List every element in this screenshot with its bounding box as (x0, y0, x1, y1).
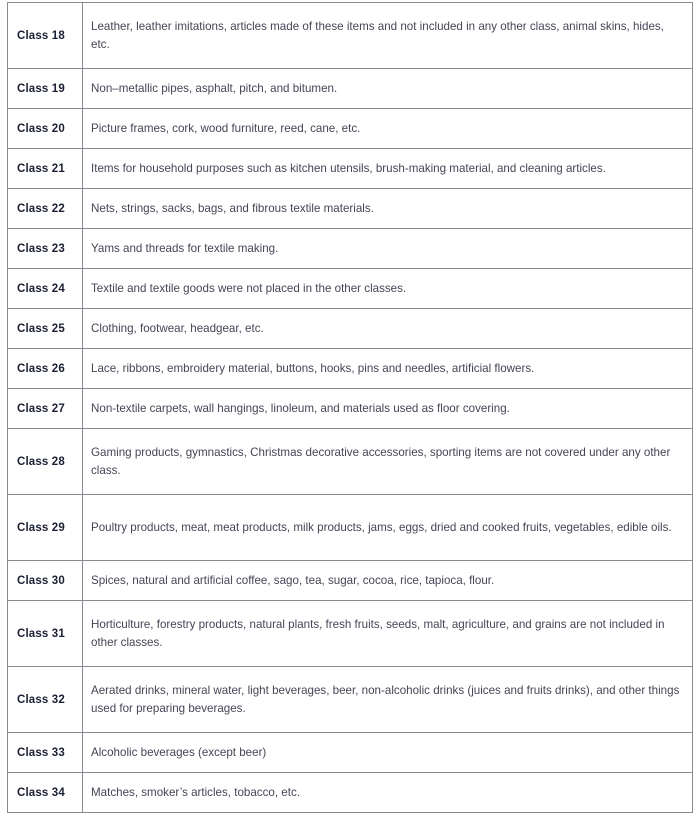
table-row (8, 229, 693, 269)
table-row (8, 495, 693, 561)
class-label-cell: Class 19 (8, 69, 83, 109)
class-label-cell: Class 21 (8, 149, 83, 189)
class-description-cell: Clothing, footwear, headgear, etc. (83, 309, 693, 349)
table-row (8, 309, 693, 349)
class-label-cell: Class 30 (8, 561, 83, 601)
table-row (8, 149, 693, 189)
class-description-cell: Nets, strings, sacks, bags, and fibrous textile materials. (83, 189, 693, 229)
table-row (8, 3, 693, 69)
table-row (8, 733, 693, 773)
table-row (8, 189, 693, 229)
class-label-cell: Class 23 (8, 229, 83, 269)
class-description-cell: Horticulture, forestry products, natural plants, fresh fruits, seeds, malt, agriculture, and grains are not included in other classes. (83, 601, 693, 667)
class-label-cell: Class 28 (8, 429, 83, 495)
table-row (8, 667, 693, 733)
class-label-cell: Class 24 (8, 269, 83, 309)
class-description-cell: Alcoholic beverages (except beer) (83, 733, 693, 773)
class-label-cell: Class 27 (8, 389, 83, 429)
class-description-cell: Yams and threads for textile making. (83, 229, 693, 269)
table-row (8, 349, 693, 389)
class-description-cell: Leather, leather imitations, articles made of these items and not included in any other class, animal skins, hides, etc. (83, 3, 693, 69)
class-description-cell: Lace, ribbons, embroidery material, buttons, hooks, pins and needles, artificial flowers. (83, 349, 693, 389)
class-description-cell: Items for household purposes such as kitchen utensils, brush-making material, and cleaning articles. (83, 149, 693, 189)
class-label-cell: Class 22 (8, 189, 83, 229)
table-row (8, 389, 693, 429)
class-label-cell: Class 34 (8, 773, 83, 813)
table-row (8, 561, 693, 601)
class-description-cell: Textile and textile goods were not placed in the other classes. (83, 269, 693, 309)
table-row (8, 269, 693, 309)
class-description-cell: Aerated drinks, mineral water, light beverages, beer, non-alcoholic drinks (juices and fruits drinks), and other things used for preparing beverages. (83, 667, 693, 733)
table-row (8, 429, 693, 495)
class-description-cell: Non-textile carpets, wall hangings, linoleum, and materials used as floor covering. (83, 389, 693, 429)
table-row (8, 601, 693, 667)
class-label-cell: Class 18 (8, 3, 83, 69)
class-label-cell: Class 32 (8, 667, 83, 733)
class-label-cell: Class 31 (8, 601, 83, 667)
class-description-cell: Picture frames, cork, wood furniture, reed, cane, etc. (83, 109, 693, 149)
class-description-cell: Non–metallic pipes, asphalt, pitch, and bitumen. (83, 69, 693, 109)
class-description-cell: Poultry products, meat, meat products, milk products, jams, eggs, dried and cooked fruits, vegetables, edible oils. (83, 495, 693, 561)
class-description-cell: Spices, natural and artificial coffee, sago, tea, sugar, cocoa, rice, tapioca, flour. (83, 561, 693, 601)
class-description-cell: Matches, smoker’s articles, tobacco, etc. (83, 773, 693, 813)
class-label-cell: Class 26 (8, 349, 83, 389)
trademark-class-table (7, 2, 693, 813)
class-label-cell: Class 25 (8, 309, 83, 349)
table-row (8, 69, 693, 109)
class-label-cell: Class 33 (8, 733, 83, 773)
class-label-cell: Class 20 (8, 109, 83, 149)
class-label-cell: Class 29 (8, 495, 83, 561)
table-row (8, 109, 693, 149)
table-body (8, 3, 693, 813)
table-row (8, 773, 693, 813)
class-description-cell: Gaming products, gymnastics, Christmas decorative accessories, sporting items are not covered under any other class. (83, 429, 693, 495)
